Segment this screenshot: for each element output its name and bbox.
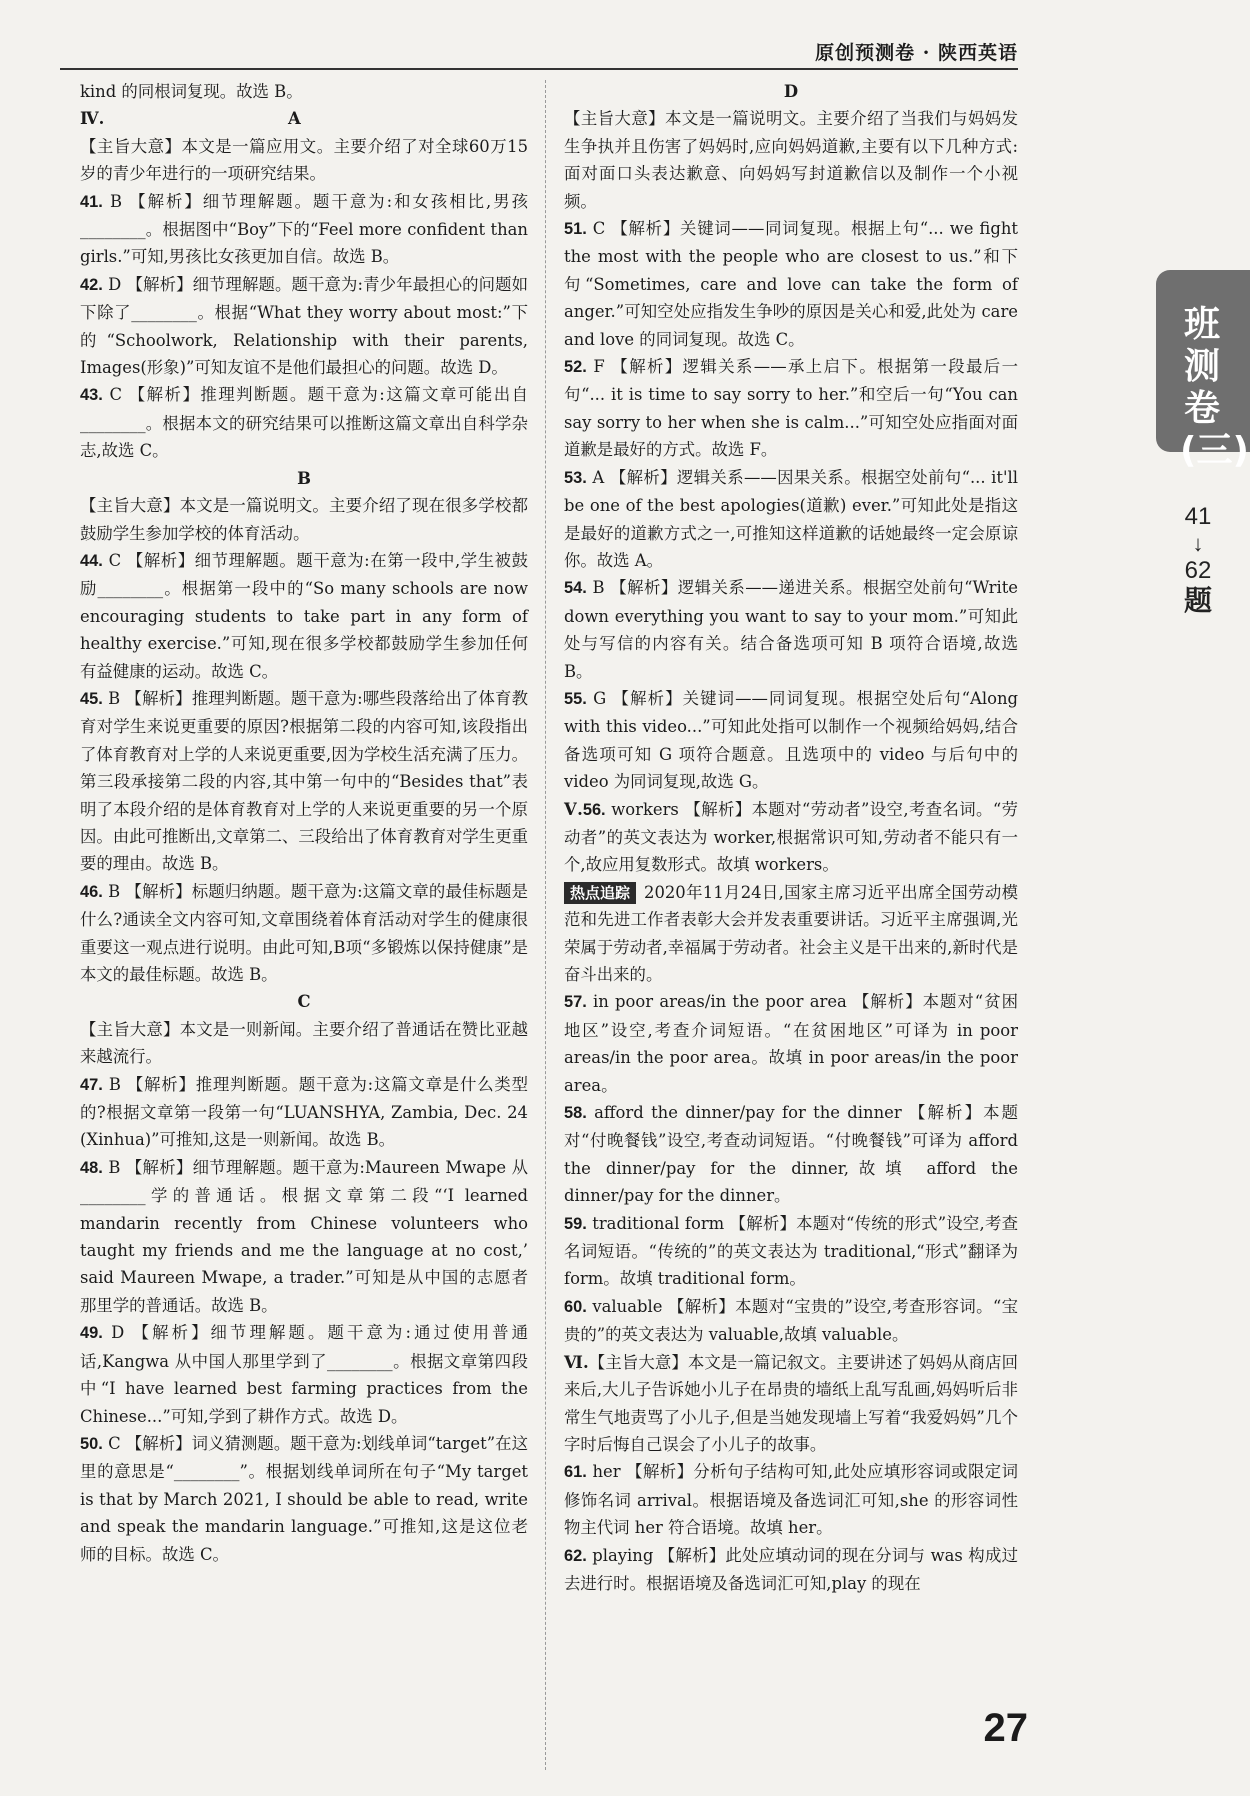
answer-51: 51. C 【解析】关键词——同词复现。根据上句“... we fight the most with the people who are closest to us.”和下句“Sometimes, care and love can take the form of anger.”可知空处应指发生争吵的原因是关心和爱,此处为 care and love 的同词复现。故选 C。 — [564, 219, 1018, 349]
answer-43: 43. C 【解析】推理判断题。题干意为:这篇文章可能出自________。根据本文的研究结果可以推断这篇文章出自科学杂志,故选 C。 — [80, 385, 528, 461]
answer-41: 41. B 【解析】细节理解题。题干意为:和女孩相比,男孩________。根据图中“Boy”下的“Feel more confident than girls.”可知,男孩比女孩更加自信。故选 B。 — [80, 191, 528, 267]
answer-53: 53. A 【解析】逻辑关系——因果关系。根据空处前句“... it'll be one of the best apologies(道歉) ever.”可知此处是指这是最好的道歉方式之一,可推知这样道歉的话她最终一定会原谅你。故选 A。 — [564, 467, 1018, 570]
column-divider — [545, 80, 546, 1770]
answer-48: 48. B 【解析】细节理解题。题干意为:Maureen Mwape 从________学的普通话。根据文章第二段“‘I learned mandarin recently from Chinese volunteers who taught my friends and me the language at no cost,’ said Maureen Mwape, a trader.”可知是从中国的志愿者那里学的普通话。故选 B。 — [80, 1157, 528, 1315]
answer-50: 50. C 【解析】词义猜测题。题干意为:划线单词“target”在这里的意思是“________”。根据划线单词所在句子“My target is that by March 2021, I should be able to read, write and speak the mandarin language.”可推知,这是这位老师的目标。故选 C。 — [80, 1433, 528, 1564]
text-line: kind 的同根词复现。故选 B。 — [80, 82, 303, 101]
passage-b-label: B — [297, 468, 311, 488]
question-range — [1176, 502, 1220, 616]
answer-60: 60. valuable 【解析】本题对“宝贵的”设空,考查形容词。“宝贵的”的英文表达为 valuable,故填 valuable。 — [564, 1296, 1019, 1345]
answer-52: 52. F 【解析】逻辑关系——承上启下。根据第一段最后一句“... it is time to say sorry to her.”和空后一句“You can say sorry to her when she is calm...”可知空处应指面对面道歉是最好的方式。故选 F。 — [564, 357, 1018, 460]
section-IV-heading: Ⅳ. A — [80, 105, 528, 132]
right-column — [564, 78, 1018, 1597]
hot-topic-text: 2020年11月24日,国家主席习近平出席全国劳动模范和先进工作者表彰大会并发表重要讲话。习近平主席强调,光荣属于劳动者,幸福属于劳动者。社会主义是干出来的,新时代是奋斗出来的。 — [564, 882, 1018, 984]
answer-61: 61. her 【解析】分析句子结构可知,此处应填形容词或限定词修饰名词 arrival。根据语境及备选词汇可知,she 的形容词性物主代词 her 符合语境。故填 her。 — [564, 1462, 1018, 1538]
answer-56: Ⅴ.56. workers 【解析】本题对“劳动者”设空,考查名词。“劳动者”的英文表达为 worker,根据常识可知,劳动者不能只有一个,故应用复数形式。故填 workers。 — [564, 799, 1018, 875]
range-unit: 题 — [1183, 584, 1212, 617]
answer-55: 55. G 【解析】关键词——同词复现。根据空处后句“Along with this video...”可知此处指可以制作一个视频给妈妈,结合备选项可知 G 项符合题意。且选项中的 video 与后句中的 video 为同词复现,故选 G。 — [564, 688, 1018, 792]
answer-47: 47. B 【解析】推理判断题。题干意为:这篇文章是什么类型的?根据文章第一段第一句“LUANSHYA, Zambia, Dec. 24 (Xinhua)”可推知,这是一则新闻。故选 B。 — [80, 1074, 528, 1150]
answer-44: 44. C 【解析】细节理解题。题干意为:在第一段中,学生被鼓励________。根据第一段中的“So many schools are now encouraging students to take part in any form of healthy exercise.”可知,现在很多学校都鼓励学生参加任何有益健康的运动。故选 C。 — [80, 550, 529, 681]
main-idea-c: 【主旨大意】本文是一则新闻。主要介绍了普通话在赞比亚越来越流行。 — [80, 1019, 528, 1067]
main-idea-vi: Ⅵ.【主旨大意】本文是一篇记叙文。主要讲述了妈妈从商店回来后,大儿子告诉她小儿子在昂贵的墙纸上乱写乱画,妈妈听后非常生气地责骂了小儿子,但是当她发现墙上写着“我爱妈妈”几个字时后悔自己误会了小儿子的故事。 — [564, 1352, 1019, 1454]
answer-62: 62. playing 【解析】此处应填动词的现在分词与 was 构成过去进行时。根据语境及备选词汇可知,play 的现在 — [564, 1545, 1018, 1593]
left-column — [80, 78, 528, 1568]
main-idea-b: 【主旨大意】本文是一篇说明文。主要介绍了现在很多学校都鼓励学生参加学校的体育活动。 — [80, 496, 528, 543]
range-to: 62 — [1184, 557, 1212, 584]
range-from: 41 — [1184, 503, 1212, 530]
answer-45: 45. B 【解析】推理判断题。题干意为:哪些段落给出了体育教育对学生来说更重要的原因?根据第二段的内容可知,该段指出了体育教育对上学的人来说更重要,因为学校生活充满了压力。第三段承接第二段的内容,其中第一句中的“Besides that”表明了本段介绍的是体育教育对上学的人来说更重要的另一个原因。由此可推断出,文章第二、三段给出了体育教育对学生更重要的理由。故选 B。 — [80, 688, 528, 874]
passage-c-label: C — [297, 992, 311, 1012]
answer-42: 42. D 【解析】细节理解题。题干意为:青少年最担心的问题如下除了________。根据“What they worry about most:”下的“Schoolwork, Relationship with their parents, Images(形象)”可知友谊不是他们最担心的问题。故选 D。 — [80, 274, 529, 378]
answer-54: 54. B 【解析】逻辑关系——递进关系。根据空处前句“Write down everything you want to say to your mom.”可知此处与写信的内容有关。结合备选项可知 B 项符合语境,故选 B。 — [564, 578, 1018, 681]
side-tab-label: 班测卷(三) — [1180, 304, 1249, 471]
answer-58: 58. afford the dinner/pay for the dinner 【解析】本题对“付晚餐钱”设空,考查动词短语。“付晚餐钱”可译为 afford the dinner/pay for the dinner,故填 afford the dinner/pay for the dinner。 — [564, 1103, 1018, 1206]
down-arrow-icon: ↓ — [1192, 531, 1204, 556]
passage-d-label: D — [783, 82, 799, 101]
answer-49: 49. D 【解析】细节理解题。题干意为:通过使用普通话,Kangwa 从中国人那里学到了________。根据文章第四段中“I have learned best farming practices from the Chinese...”可知,学到了耕作方式。故选 D。 — [80, 1323, 529, 1426]
answer-59: 59. traditional form 【解析】本题对“传统的形式”设空,考查名词短语。“传统的”的英文表达为 traditional,“形式”翻译为 form。故填 traditional form。 — [564, 1213, 1018, 1289]
answer-46: 46. B 【解析】标题归纳题。题干意为:这篇文章的最佳标题是什么?通读全文内容可知,文章围绕着体育活动对学生的健康很重要这一观点进行说明。由此可知,B项“多锻炼以保持健康”是本文的最佳标题。故选 B。 — [80, 881, 528, 984]
page-header-title: 原创预测卷 · 陕西英语 — [815, 42, 1018, 64]
page-number: 27 — [983, 1706, 1028, 1750]
hot-topic-label: 热点追踪 — [564, 882, 636, 904]
main-idea-a: 【主旨大意】本文是一篇应用文。主要介绍了对全球60万15岁的青少年进行的一项研究结果。 — [80, 136, 528, 184]
header-rule — [60, 68, 1018, 70]
passage-a-label: A — [287, 109, 301, 129]
answer-57: 57. in poor areas/in the poor area 【解析】本题对“贫困地区”设空,考查介词短语。“在贫困地区”可译为 in poor areas/in the poor area。故填 in poor areas/in the poor area。 — [564, 992, 1018, 1095]
main-idea-d: 【主旨大意】本文是一篇说明文。主要介绍了当我们与妈妈发生争执并且伤害了妈妈时,应向妈妈道歉,主要有以下几种方式:面对面口头表达歉意、向妈妈写封道歉信以及制作一个小视频。 — [564, 109, 1018, 211]
hot-topic-box — [564, 879, 1018, 989]
